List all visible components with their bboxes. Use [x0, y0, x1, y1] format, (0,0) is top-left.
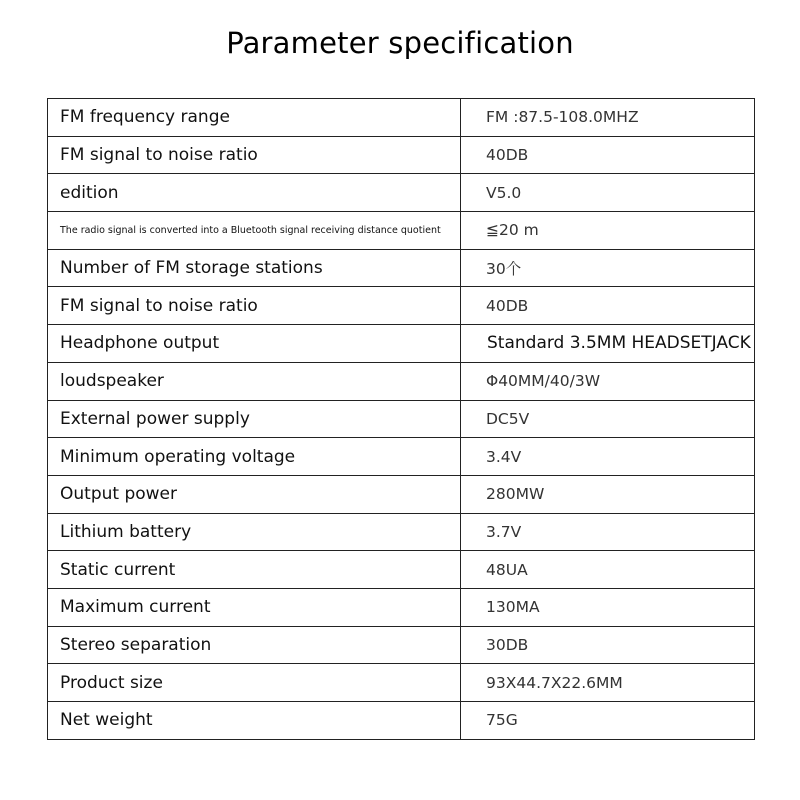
- spec-label: loudspeaker: [48, 362, 461, 400]
- table-row: [48, 475, 755, 513]
- table-row: [48, 362, 755, 400]
- spec-label: FM frequency range: [48, 99, 461, 137]
- table-row: [48, 174, 755, 212]
- spec-label: Static current: [48, 551, 461, 589]
- spec-value: 280MW: [461, 475, 755, 513]
- table-row: [48, 136, 755, 174]
- spec-label: Minimum operating voltage: [48, 438, 461, 476]
- spec-label: Stereo separation: [48, 626, 461, 664]
- table-row: [48, 325, 755, 363]
- spec-value: 30个: [461, 249, 755, 287]
- spec-value: FM :87.5-108.0MHZ: [461, 99, 755, 137]
- spec-label: Net weight: [48, 702, 461, 740]
- table-row: [48, 664, 755, 702]
- table-row: [48, 287, 755, 325]
- spec-value: 30DB: [461, 626, 755, 664]
- spec-value: ≦20 m: [461, 212, 755, 250]
- table-row: [48, 99, 755, 137]
- spec-value: DC5V: [461, 400, 755, 438]
- table-row: [48, 400, 755, 438]
- table-row: [48, 249, 755, 287]
- spec-label: Maximum current: [48, 588, 461, 626]
- spec-value: 75G: [461, 702, 755, 740]
- spec-label: External power supply: [48, 400, 461, 438]
- spec-label: Number of FM storage stations: [48, 249, 461, 287]
- table-row: [48, 551, 755, 589]
- table-row: [48, 626, 755, 664]
- spec-value: 40DB: [461, 136, 755, 174]
- spec-label: FM signal to noise ratio: [48, 287, 461, 325]
- spec-value: Standard 3.5MM HEADSETJACK: [461, 325, 755, 363]
- spec-label: FM signal to noise ratio: [48, 136, 461, 174]
- spec-value: 3.7V: [461, 513, 755, 551]
- table-row: [48, 438, 755, 476]
- page-title: Parameter specification: [226, 26, 574, 60]
- spec-value: 130MA: [461, 588, 755, 626]
- spec-label: Lithium battery: [48, 513, 461, 551]
- spec-label: edition: [48, 174, 461, 212]
- spec-label: Output power: [48, 475, 461, 513]
- spec-value: Φ40MM/40/3W: [461, 362, 755, 400]
- spec-label: Product size: [48, 664, 461, 702]
- spec-value: 3.4V: [461, 438, 755, 476]
- table-row: [48, 702, 755, 740]
- spec-value: 93X44.7X22.6MM: [461, 664, 755, 702]
- spec-value: 40DB: [461, 287, 755, 325]
- spec-label: The radio signal is converted into a Bluetooth signal receiving distance quotient: [48, 212, 461, 250]
- spec-table: [47, 98, 755, 740]
- table-row: [48, 513, 755, 551]
- spec-value: 48UA: [461, 551, 755, 589]
- spec-label: Headphone output: [48, 325, 461, 363]
- spec-value: V5.0: [461, 174, 755, 212]
- table-row: [48, 588, 755, 626]
- table-row: [48, 212, 755, 250]
